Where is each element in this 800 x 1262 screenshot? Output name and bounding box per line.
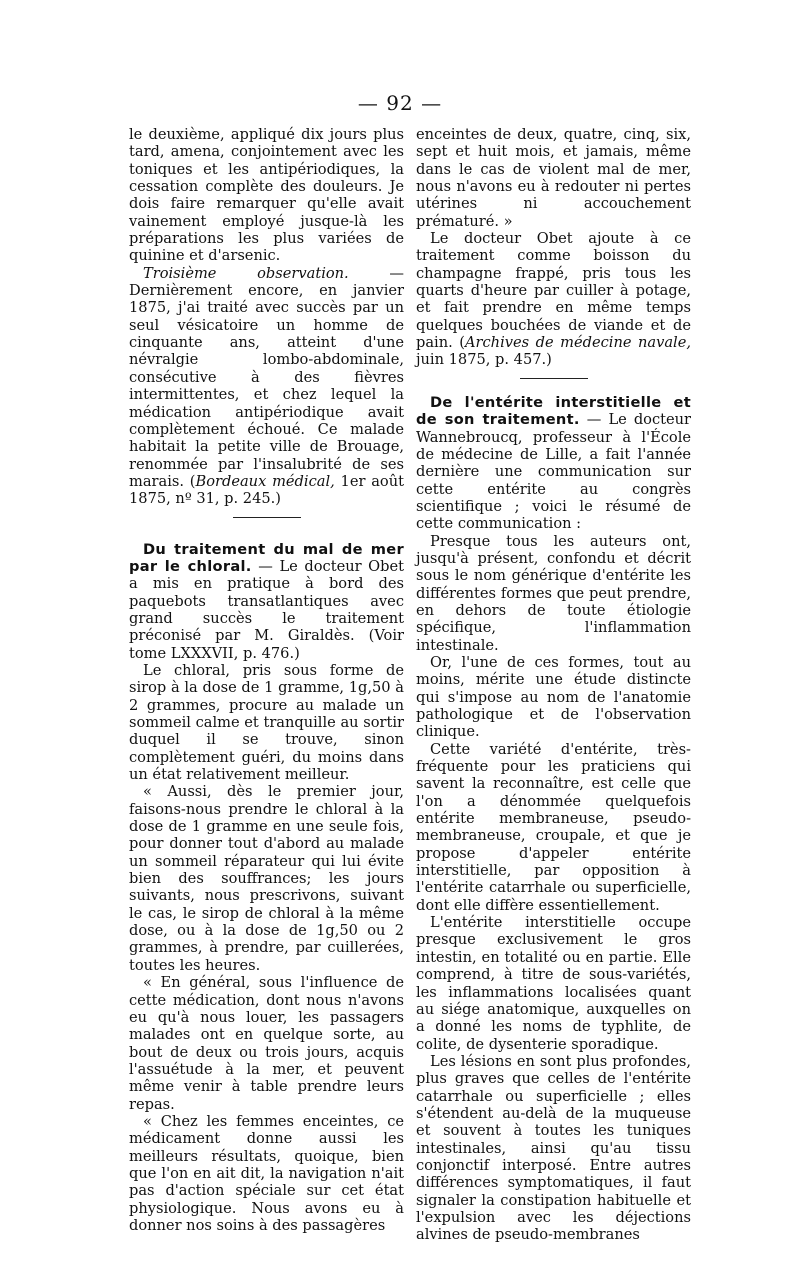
paragraph: Or, l'une de ces formes, tout au moins, mérite une étude distincte qui s'impose au nom de l'anatomie pathologique et de l'observation clinique.	[416, 653, 691, 741]
paragraph: « Chez les femmes enceintes, ce médicament donne aussi les meilleurs résultats, quoique, bien que l'on en ait dit, la navigation n'ait pas d'action spéciale sur cet état physiologique. Nous avons eu à donner nos soins à des passagères	[129, 1112, 404, 1234]
paragraph-third-observation	[129, 265, 404, 508]
right-column	[416, 126, 691, 1244]
source-journal: Bordeaux médical,	[195, 472, 335, 490]
section-heading-enterite: De l'entérite interstitielle et de son traitement.	[416, 393, 691, 429]
section-heading-chloral: Du traitement du mal de mer par le chloral.	[129, 540, 404, 575]
section-intro-text: — Le docteur Obet a mis en pratique à bord des paquebots transatlantiques avec grand succès le traitement préconisé par M. Giraldès. (Voir tome LXXXVII, p. 476.)	[129, 557, 404, 662]
paragraph-text: Le docteur Obet ajoute à ce traitement comme boisson du champagne frappé, pris tous les quarts d'heure par cuiller à potage, et fait prendre en même temps quelques bouchées de viande et de pain. (	[416, 230, 691, 352]
observation-label: Troisième observation.	[143, 264, 349, 282]
section-divider	[233, 517, 301, 518]
page-number: — 92 —	[357, 91, 443, 115]
paragraph: Cette variété d'entérite, très-fréquente pour les praticiens qui savent la reconnaître, est celle que l'on a dénommée quelquefois entérite membraneuse, pseudo-membraneuse, croupale, et que je propose d'appeler entérite interstitielle, par opposition à l'entérite catarrhale ou superficielle, dont elle diffère essentiellement.	[416, 740, 691, 914]
paragraph-continuation: enceintes de deux, quatre, cinq, six, sept et huit mois, et jamais, même dans le cas de violent mal de mer, nous n'avons eu à redouter ni pertes utérines ni accouchement prématuré. »	[416, 126, 691, 230]
section-divider	[520, 378, 588, 379]
paragraph: « Aussi, dès le premier jour, faisons-nous prendre le chloral à la dose de 1 gramme en une seule fois, pour donner tout d'abord au malade un sommeil réparateur qui lui évite bien des souffrances; les jours suivants, nous prescrivons, suivant le cas, le sirop de chloral à la même dose, ou à la dose de 1g,50 ou 2 grammes, à prendre, par cuillerées, toutes les heures.	[129, 783, 404, 974]
paragraph-continuation: le deuxième, appliqué dix jours plus tard, amena, conjointement avec les toniques et les antipériodiques, la cessation complète des douleurs. Je dois faire remarquer qu'elle avait vainement employé jusque-là les préparations les plus variées de quinine et d'arsenic.	[129, 126, 404, 265]
paragraph: Le chloral, pris sous forme de sirop à la dose de 1 gramme, 1g,50 à 2 grammes, procure au malade un sommeil calme et tranquille au sortir duquel il se trouve, sinon complètement guéri, du moins dans un état relativement meilleur.	[129, 661, 404, 784]
paragraph-chloral-section	[129, 541, 404, 662]
observation-text: — Dernièrement encore, en janvier 1875, j'ai traité avec succès par un seul vésicatoire un homme de cinquante ans, atteint d'une névralgie lombo-abdominale, consécutive à des fièvres intermittentes, et chez lequel la médication antipériodique avait complètement échoué. Ce malade habitait la petite ville de Brouage, renommée par l'insalubrité de ses marais. (	[129, 264, 404, 490]
paragraph: Les lésions en sont plus profondes, plus graves que celles de l'entérite catarrhale ou superficielle ; elles s'étendent au-delà de la muqueuse et souvent à toutes les tuniques intestinales, ainsi qu'au tissu conjonctif interposé. Entre autres différences symptomatiques, il faut signaler la constipation habituelle et l'expulsion avec les déjections alvines de pseudo-membranes	[416, 1052, 691, 1244]
paragraph: Presque tous les auteurs ont, jusqu'à présent, confondu et décrit sous le nom générique d'entérite les différentes formes que peut prendre, en dehors de toute étiologie spécifique, l'inflammation intestinale.	[416, 532, 691, 654]
paragraph-obet-addition	[416, 230, 691, 369]
paragraph: « En général, sous l'influence de cette médication, dont nous n'avons eu qu'à nous louer, les passagers malades ont en quelque sorte, au bout de deux ou trois jours, acquis l'assuétude à la mer, et peuvent même venir à table prendre leurs repas.	[129, 974, 404, 1113]
paragraph-enterite-section	[416, 394, 691, 533]
left-column	[129, 126, 404, 1234]
source-journal: Archives de médecine navale,	[464, 334, 691, 352]
source-citation: 1er août 1875, nº 31, p. 245.)	[129, 472, 404, 508]
paragraph: L'entérite interstitielle occupe presque exclusivement le gros intestin, en totalité ou en partie. Elle comprend, à titre de sous-variétés, les inflammations localisées quant au siége anatomique, auxquelles on a donné les noms de typhlite, de colite, de dysenterie sporadique.	[416, 914, 691, 1053]
section-intro-text: — Le docteur Wannebroucq, professeur à l'École de médecine de Lille, a fait l'année dernière une communication sur cette entérite au congrès scientifique ; voici le résumé de cette communication :	[416, 411, 691, 533]
source-citation: juin 1875, p. 457.)	[416, 351, 552, 369]
